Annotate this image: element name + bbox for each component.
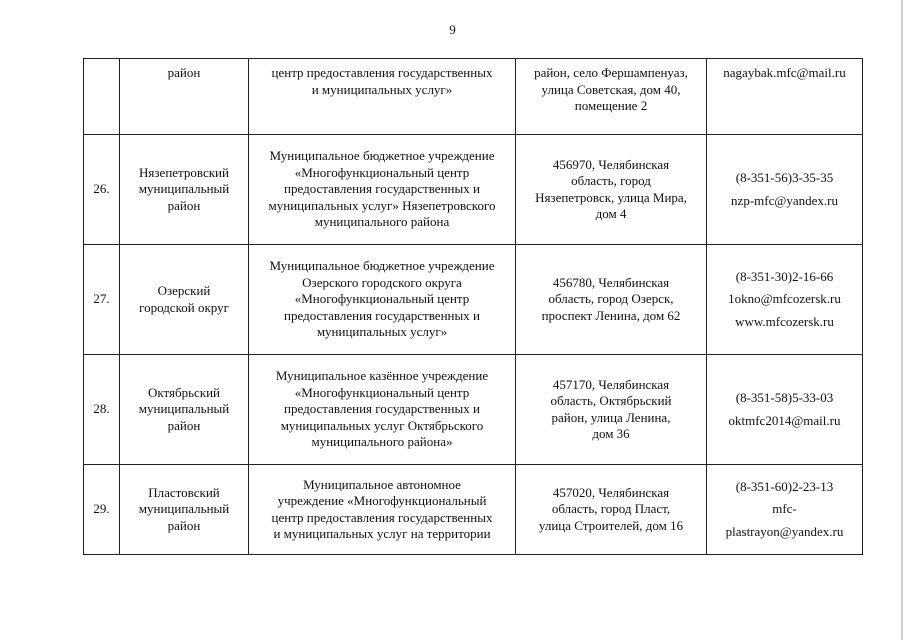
text-line: городской округ: [139, 299, 229, 315]
text-line: «Многофункциональный центр: [294, 164, 470, 180]
text-line: и муниципальных услуг на территории: [273, 526, 491, 541]
text-line: Пластовский: [148, 484, 220, 500]
page-number: 9: [449, 22, 456, 37]
text-line: проспект Ленина, дом 62: [541, 307, 681, 323]
text-line: предоставления государственных и: [284, 401, 480, 417]
text-line: район, село Фершампенуаз,: [534, 65, 688, 80]
text-line: «Многофункциональный центр: [294, 291, 470, 307]
row-number-cell: 28.: [84, 355, 120, 465]
institution-cell: [249, 245, 516, 355]
row-number-cell: 27.: [84, 245, 120, 355]
registry-table-body: [84, 59, 863, 555]
text-line: 456970, Челябинская: [552, 156, 670, 172]
contact-line: (8-351-30)2-16-66: [735, 268, 834, 284]
contacts-cell: [707, 465, 863, 555]
contact-line: (8-351-58)5-33-03: [735, 390, 834, 405]
institution-cell: [249, 135, 516, 245]
institution-cell: [249, 59, 516, 135]
text-line: 457020, Челябинская: [552, 484, 670, 500]
text-line: Озерский: [157, 283, 211, 298]
text-line: и муниципальных услуг»: [311, 81, 453, 97]
address-cell: [516, 245, 707, 355]
district-cell: [120, 355, 249, 465]
text-line: Муниципальное бюджетное учреждение: [269, 148, 495, 164]
address-cell: [516, 465, 707, 555]
text-line: Муниципальное казённое учреждение: [275, 368, 489, 384]
text-line: район: [167, 197, 201, 213]
contact-line: mfc-: [772, 501, 797, 517]
district-cell: [120, 59, 249, 135]
contact-line: nagaybak.mfc@mail.ru: [723, 65, 846, 80]
text-line: муниципального района: [314, 214, 450, 230]
text-line: муниципальных услуг»: [316, 324, 448, 340]
text-line: 457170, Челябинская: [552, 376, 670, 392]
contacts-cell: [707, 59, 863, 135]
text-line: улица Советская, дом 40,: [541, 81, 681, 97]
table-row: [84, 245, 863, 355]
text-line: муниципального района»: [311, 434, 453, 450]
contact-line: (8-351-56)3-35-35: [735, 170, 834, 185]
text-line: Нязепетровский: [139, 164, 229, 180]
district-cell: [120, 465, 249, 555]
text-line: район: [167, 65, 201, 80]
text-line: Нязепетровск, улица Мира,: [535, 189, 687, 205]
text-line: центр предоставления государственных: [271, 65, 493, 80]
table-row: [84, 59, 863, 135]
institution-cell: [249, 355, 516, 465]
address-cell: [516, 355, 707, 465]
row-number-cell: 26.: [84, 135, 120, 245]
contact-line: (8-351-60)2-23-13: [735, 478, 834, 494]
text-line: муниципальный: [138, 501, 230, 517]
text-line: область, город: [571, 173, 651, 188]
district-cell: [120, 245, 249, 355]
contact-line: 1okno@mfcozersk.ru: [728, 291, 841, 307]
text-line: район: [167, 517, 201, 533]
contacts-cell: [707, 135, 863, 245]
text-line: помещение 2: [574, 98, 648, 113]
text-line: область, город Озерск,: [548, 291, 674, 307]
address-cell: [516, 59, 707, 135]
text-line: Муниципальное бюджетное учреждение: [269, 258, 495, 274]
contacts-cell: [707, 245, 863, 355]
text-line: муниципальный: [138, 401, 230, 417]
institution-cell: [249, 465, 516, 555]
address-cell: [516, 135, 707, 245]
text-line: муниципальных услуг» Нязепетровского: [268, 197, 496, 213]
text-line: улица Строителей, дом 16: [538, 517, 684, 533]
text-line: область, город Пласт,: [551, 501, 671, 517]
contact-line: nzp-mfc@yandex.ru: [731, 192, 838, 208]
text-line: предоставления государственных и: [284, 181, 480, 197]
row-number-cell: 29.: [84, 465, 120, 555]
text-line: область, Октябрьский: [550, 393, 672, 408]
text-line: Октябрьский: [147, 384, 221, 400]
contact-line: oktmfc2014@mail.ru: [728, 412, 841, 428]
text-line: Озерского городского округа: [302, 274, 462, 290]
text-line: район, улица Ленина,: [551, 409, 671, 425]
district-cell: [120, 135, 249, 245]
row-number-cell: [84, 59, 120, 135]
text-line: Муниципальное автономное: [303, 476, 461, 492]
scan-edge: [901, 0, 903, 640]
text-line: район: [167, 417, 201, 433]
table-row: [84, 135, 863, 245]
contacts-cell: [707, 355, 863, 465]
text-line: дом 36: [592, 426, 630, 441]
text-line: центр предоставления государственных: [271, 509, 493, 525]
contact-line: plastrayon@yandex.ru: [725, 523, 844, 539]
text-line: муниципальный: [138, 181, 230, 197]
table-row: [84, 355, 863, 465]
text-line: «Многофункциональный центр: [294, 384, 470, 400]
table-row: [84, 465, 863, 555]
contact-line: www.mfcozersk.ru: [735, 313, 834, 329]
text-line: предоставления государственных и: [284, 307, 480, 323]
mfc-registry-table: [83, 58, 863, 555]
text-line: муниципальных услуг Октябрьского: [280, 417, 484, 433]
text-line: дом 4: [595, 206, 627, 221]
text-line: учреждение «Многофункциональный: [277, 493, 487, 508]
text-line: 456780, Челябинская: [552, 274, 670, 290]
